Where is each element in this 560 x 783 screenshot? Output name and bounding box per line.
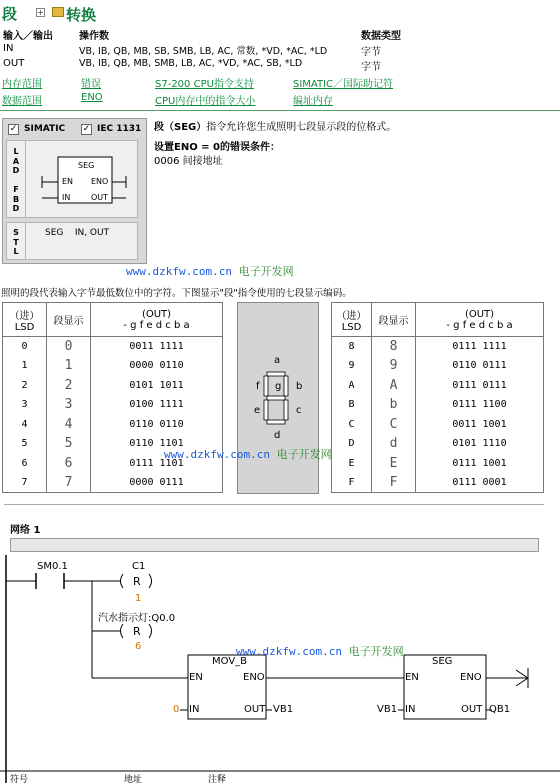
table-row: 1 1 0000 0110 xyxy=(3,356,223,376)
seg-label-f: f xyxy=(256,381,260,392)
seg-label-a: a xyxy=(274,355,281,366)
seg-in-value: VB1 xyxy=(377,704,398,715)
row-in-type: 字节 xyxy=(361,47,381,58)
folder-icon xyxy=(52,7,64,17)
mov-eno: ENO xyxy=(243,672,265,683)
table-row: 5 5 0110 1101 xyxy=(3,434,223,454)
lsd-header: （进） LSD xyxy=(3,303,47,337)
col-type-header: 数据类型 xyxy=(361,31,401,42)
footer-col-symbol: 符号 xyxy=(10,775,29,783)
seg-header: 段显示 xyxy=(47,303,91,337)
seg-eno: ENO xyxy=(460,672,482,683)
seg-en: EN xyxy=(405,672,419,683)
page-title: 段 xyxy=(2,5,18,23)
table-row: 0 0 0011 1111 xyxy=(3,337,223,357)
table-row: 3 3 0100 1111 xyxy=(3,395,223,415)
seg-label-b: b xyxy=(296,381,303,392)
seg-box-in: IN xyxy=(62,193,71,202)
table-row: C C 0011 1001 xyxy=(332,415,544,435)
link-memory-range[interactable]: 内存范围 xyxy=(2,79,42,90)
row-out-io: OUT xyxy=(3,58,25,69)
seg-label-e: e xyxy=(254,405,261,416)
seg-box-diagram xyxy=(26,140,138,218)
table-row: 8 8 0111 1111 xyxy=(332,337,544,357)
mov-en: EN xyxy=(189,672,203,683)
mov-out: OUT xyxy=(244,704,266,715)
description-line1: 段（SEG）指令允许您生成照明七段显示段的位格式。 xyxy=(154,122,397,133)
mov-title: MOV_B xyxy=(212,656,248,667)
footer-col-address: 地址 xyxy=(124,775,143,783)
mov-in-value: 0 xyxy=(173,704,180,715)
col-io-header: 输入／输出 xyxy=(3,31,53,42)
table-row: E E 0111 1001 xyxy=(332,454,544,474)
simatic-checkbox[interactable]: ✓ xyxy=(9,124,18,134)
network-title: 网络 1 xyxy=(10,525,41,536)
expand-icon[interactable]: + xyxy=(37,8,44,17)
watermark-2: www.dzkfw.com.cn 电子开发网 xyxy=(164,448,332,461)
table-row: F F 0111 0001 xyxy=(332,473,544,493)
iec-label: IEC 1131 xyxy=(97,124,142,134)
segment-diagram xyxy=(237,302,319,494)
footer-col-comment: 注释 xyxy=(208,775,227,783)
seg-label-c: c xyxy=(296,405,302,416)
watermark-3: www.dzkfw.com.cn 电子开发网 xyxy=(236,645,404,658)
seg-box-eno: ENO xyxy=(91,177,109,186)
mov-out-value: VB1 xyxy=(273,704,294,715)
divider xyxy=(0,110,560,111)
table-row: 7 7 0000 0111 xyxy=(3,473,223,493)
coil2-count: 6 xyxy=(135,641,142,652)
link-cpu-support[interactable]: S7-200 CPU指令支持 xyxy=(155,79,254,90)
table-caption: 照明的段代表输入字节最低数位中的字符。下图显示"段"指令使用的七段显示编码。 xyxy=(1,288,352,299)
coil2-letter: R xyxy=(133,625,141,638)
table-row: A A 0111 0111 xyxy=(332,376,544,396)
coil1-label: C1 xyxy=(132,561,146,572)
row-in-operand: VB, IB, QB, MB, SB, SMB, LB, AC, 常数, *VD, *AC, *LD xyxy=(79,46,328,57)
row-out-operand: VB, IB, QB, MB, SMB, LB, AC, *VD, *AC, SB, *LD xyxy=(79,58,303,69)
stl-label: S T L xyxy=(13,228,19,256)
description-error-code: 0006 间接地址 xyxy=(154,156,223,167)
link-instr-size[interactable]: CPU内存中的指令大小 xyxy=(155,96,256,107)
table-row: 4 4 0110 0110 xyxy=(3,415,223,435)
link-mnemonics[interactable]: SIMATIC／国际助记符 xyxy=(293,79,394,90)
seg-title: SEG xyxy=(432,656,453,667)
mov-in: IN xyxy=(189,704,200,715)
col-operand-header: 操作数 xyxy=(79,31,109,42)
row-out-type: 字节 xyxy=(361,62,381,73)
out-header: (OUT) - g f e d c b a xyxy=(91,303,223,337)
coil1-count: 1 xyxy=(135,593,142,604)
stl-code: SEG IN, OUT xyxy=(45,228,110,238)
table-row: B b 0111 1100 xyxy=(332,395,544,415)
seg-label-d: d xyxy=(274,430,281,441)
link-address-memory[interactable]: 编址内存 xyxy=(293,96,333,107)
out-header: (OUT) - g f e d c b a xyxy=(416,303,544,337)
coil1-letter: R xyxy=(133,575,141,588)
seg-table-left xyxy=(2,302,223,493)
description-error-title: 设置ENO = 0的错误条件： xyxy=(154,142,281,153)
simatic-label: SIMATIC xyxy=(24,124,66,134)
network-comment-bar[interactable] xyxy=(10,538,539,552)
table-row: 6 6 0111 1101 xyxy=(3,454,223,474)
seg-out-value: QB1 xyxy=(489,704,511,715)
watermark-1: www.dzkfw.com.cn 电子开发网 xyxy=(126,265,294,278)
seg-label-g: g xyxy=(275,381,282,392)
table-row: 2 2 0101 1011 xyxy=(3,376,223,396)
link-error[interactable]: 错误 xyxy=(81,79,101,90)
iec-checkbox[interactable]: ✓ xyxy=(82,124,91,134)
table-row: D d 0101 1110 xyxy=(332,434,544,454)
seg-header: 段显示 xyxy=(372,303,416,337)
seg-out: OUT xyxy=(461,704,483,715)
category-title: 转换 xyxy=(66,6,97,24)
table-row: 9 9 0110 0111 xyxy=(332,356,544,376)
seg-table-right xyxy=(331,302,544,493)
seg-box-title: SEG xyxy=(78,161,95,170)
seg-box-en: EN xyxy=(62,177,74,186)
ladder-diagram xyxy=(0,555,560,783)
seg-box-out: OUT xyxy=(91,193,109,202)
row-in-io: IN xyxy=(3,43,14,54)
coil2-label: 汽水指示灯:Q0.0 xyxy=(98,613,176,624)
contact-sm01-label: SM0.1 xyxy=(37,561,68,572)
lsd-header: （进） LSD xyxy=(332,303,372,337)
seg-in: IN xyxy=(405,704,416,715)
link-data-range[interactable]: 数据范围 xyxy=(2,96,42,107)
link-eno[interactable]: ENO xyxy=(81,92,103,103)
lad-fbd-label: L A D F B D xyxy=(12,147,20,213)
